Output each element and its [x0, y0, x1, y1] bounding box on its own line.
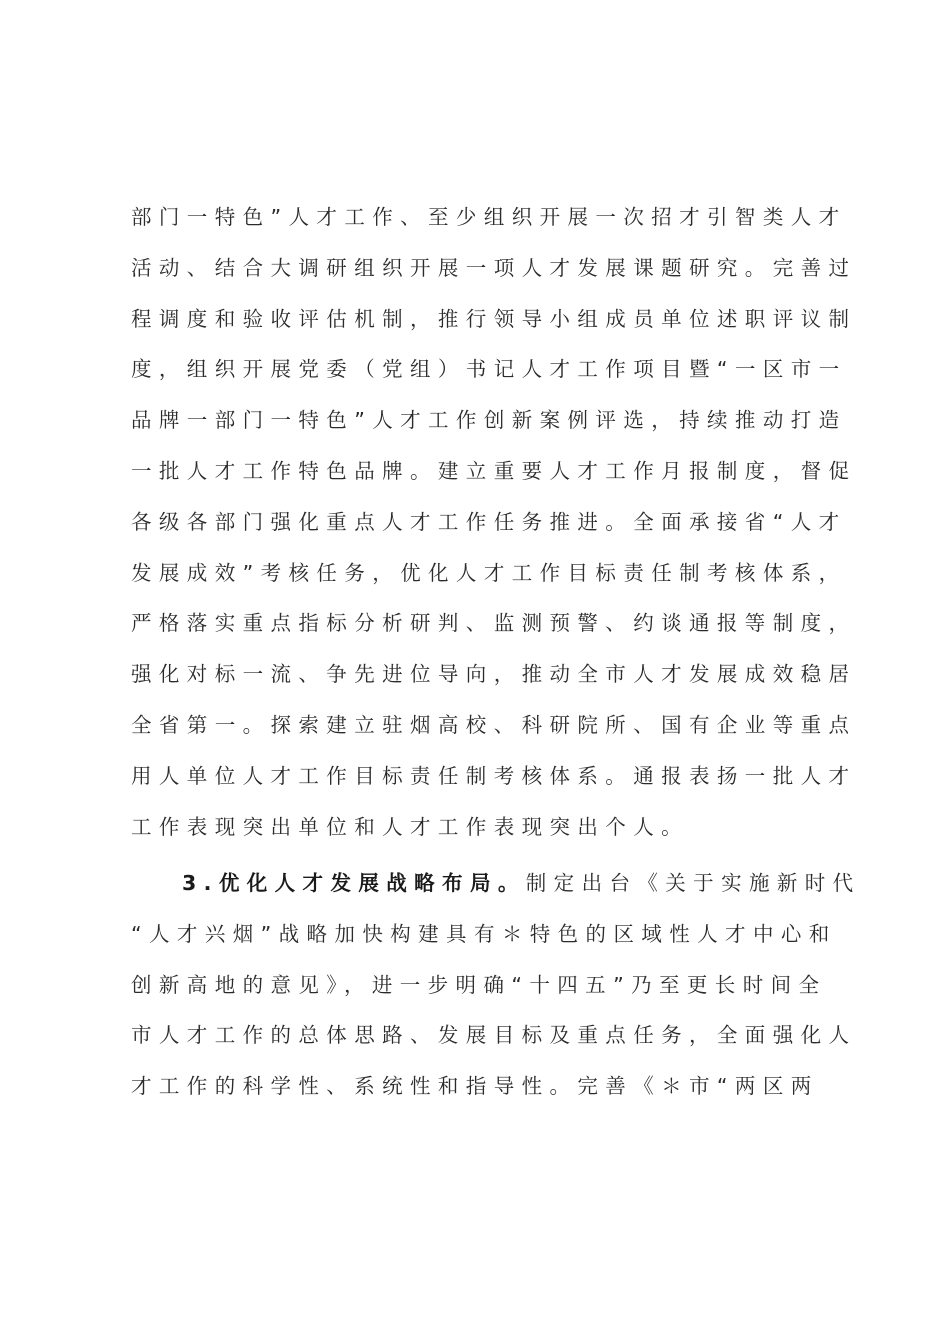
text-line: 用人单位人才工作目标责任制考核体系。通报表扬一批人才 — [131, 763, 857, 788]
text-line: 品牌一部门一特色”人才工作创新案例评选，持续推动打造 — [131, 408, 847, 433]
text-line: 一批人才工作特色品牌。建立重要人才工作月报制度，督促 — [131, 458, 857, 483]
text-line: 程调度和验收评估机制，推行领导小组成员单位述职评议制 — [131, 306, 857, 331]
text-line: 活动、结合大调研组织开展一项人才发展课题研究。完善过 — [131, 255, 857, 280]
text-line: 全省第一。探索建立驻烟高校、科研院所、国有企业等重点 — [131, 712, 857, 737]
text-line-first — [131, 858, 861, 909]
paragraph-talent-work-evaluation — [131, 192, 857, 852]
text-line: 才工作的科学性、系统性和指导性。完善《＊市“两区两 — [131, 1074, 819, 1099]
text-line: 严格落实重点指标分析研判、监测预警、约谈通报等制度， — [131, 611, 857, 636]
text-line: 创新高地的意见》，进一步明确“十四五”乃至更长时间全 — [131, 972, 827, 997]
section-heading: 3.优化人才发展战略布局。 — [182, 871, 526, 895]
text-line: 度，组织开展党委（党组）书记人才工作项目暨“一区市一 — [131, 357, 847, 382]
text-line: 强化对标一流、争先进位导向，推动全市人才发展成效稳居 — [131, 662, 857, 687]
text-line: 工作表现突出单位和人才工作表现突出个人。 — [131, 814, 689, 839]
text-line: 部门一特色”人才工作、至少组织开展一次招才引智类人才 — [131, 205, 847, 229]
text-line: 市人才工作的总体思路、发展目标及重点任务，全面强化人 — [131, 1023, 857, 1048]
text-line: “人才兴烟”战略加快构建具有＊特色的区域性人才中心和 — [131, 921, 837, 946]
text-run: 制定出台《关于实施新时代 — [525, 871, 861, 895]
text-line: 各级各部门强化重点人才工作任务推进。全面承接省“人才 — [131, 509, 847, 534]
text-line: 发展成效”考核任务，优化人才工作目标责任制考核体系， — [131, 560, 847, 585]
paragraph-strategy-layout — [131, 858, 861, 1112]
